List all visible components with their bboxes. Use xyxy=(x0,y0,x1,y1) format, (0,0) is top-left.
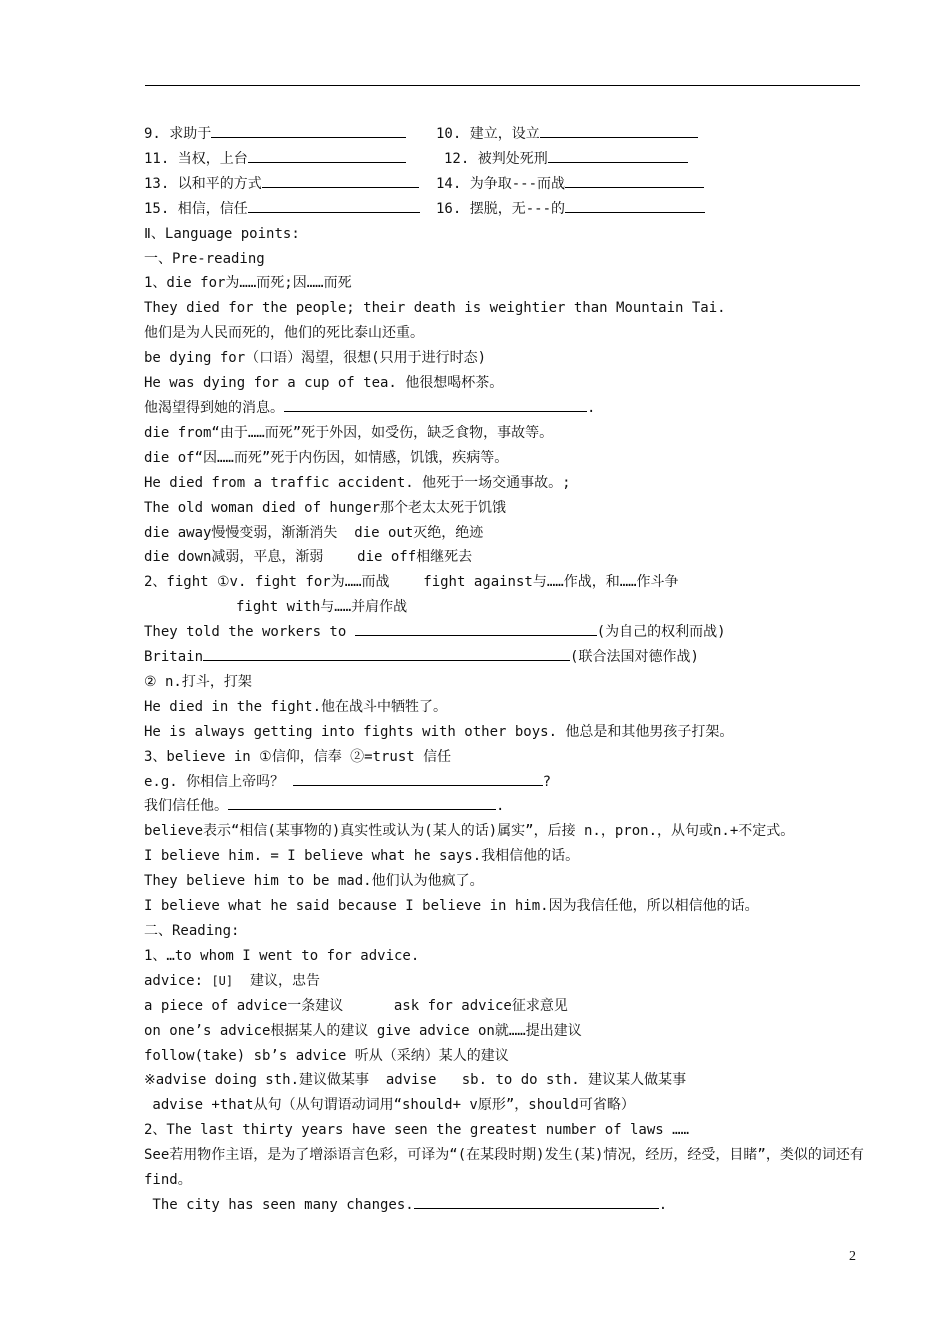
subsection-heading: 二、Reading: xyxy=(144,923,240,939)
punctuation: ? xyxy=(542,773,552,790)
usage-note: believe表示“相信(某事物的)真实性或认为(某人的话)属实”，后接 n.，pron.，从句或n.+不定式。 xyxy=(144,823,795,840)
example-text: He died in the fight.他在战斗中牺牲了。 xyxy=(144,698,448,715)
exercise-prompt: The city has seen many changes. xyxy=(144,1196,414,1213)
example-text: advise +that从句（从句谓语动词用“should+ v原形”，should可省略） xyxy=(144,1097,635,1114)
vocab-term: 14. 为争取---而战 xyxy=(436,175,566,192)
example-text: He died from a traffic accident. 他死于一场交通事故。; xyxy=(144,474,571,491)
example-text: die down减弱，平息，渐弱 die off相继死去 xyxy=(144,549,473,566)
punctuation: . xyxy=(496,798,505,815)
vocab-term: 11. 当权，上台 xyxy=(144,150,248,167)
usage-note: See若用物作主语，是为了增添语言色彩，可译为“(在某段时期)发生(某)情况，经历，经受，目睹”，类似的词还有find。 xyxy=(144,1147,864,1189)
answer-blank[interactable] xyxy=(203,647,570,661)
example-text: They believe him to be mad.他们认为他疯了。 xyxy=(144,873,484,890)
answer-blank[interactable] xyxy=(540,124,698,138)
answer-blank[interactable] xyxy=(565,199,705,213)
example-text: ② n.打斗，打架 xyxy=(144,673,252,690)
exercise-line xyxy=(144,770,864,795)
answer-blank[interactable] xyxy=(414,1195,659,1209)
exercise-prompt: They told the workers to xyxy=(144,624,355,641)
answer-blank[interactable] xyxy=(548,149,688,163)
answer-blank[interactable] xyxy=(293,772,543,786)
example-text: I believe what he said because I believe in him.因为我信任他，所以相信他的话。 xyxy=(144,898,759,915)
answer-blank[interactable] xyxy=(248,199,420,213)
header-rule xyxy=(145,85,860,86)
example-text: He was dying for a cup of tea. 他很想喝杯茶。 xyxy=(144,375,504,392)
answer-blank[interactable] xyxy=(228,796,496,810)
exercise-prompt: Britain xyxy=(144,649,204,666)
punctuation: . xyxy=(658,1196,668,1213)
exercise-prompt: e.g. 你相信上帝吗？ xyxy=(144,773,293,790)
point-believe: 3、believe in ①信仰，信奉 ②=trust 信任 xyxy=(144,748,452,765)
example-text: The old woman died of hunger那个老太太死于饥饿 xyxy=(144,499,507,516)
answer-blank[interactable] xyxy=(211,124,406,138)
vocab-row xyxy=(144,172,864,197)
answer-blank[interactable] xyxy=(565,174,704,188)
vocab-row xyxy=(144,197,864,222)
example-text: be dying for（口语）渴望，很想(只用于进行时态) xyxy=(144,350,487,367)
example-text: follow(take) sb’s advice 听从（采纳）某人的建议 xyxy=(144,1047,509,1064)
answer-blank[interactable] xyxy=(248,149,406,163)
example-text: a piece of advice一条建议 ask for advice征求意见 xyxy=(144,997,568,1014)
example-text: ※advise doing sth.建议做某事 advise sb. to do sth. 建议某人做某事 xyxy=(144,1072,687,1089)
example-text: die of“因……而死”死于内伤因，如情感，饥饿，疾病等。 xyxy=(144,449,509,466)
vocab-term: 15. 相信，信任 xyxy=(144,200,248,217)
subsection-heading: 一、Pre-reading xyxy=(144,250,265,267)
page-number: 2 xyxy=(849,1249,856,1264)
section-heading: Ⅱ、Language points: xyxy=(144,225,300,242)
point-fight: 2、fight ①v. fight for为……而战 fight against与……作战，和……作斗争 xyxy=(144,574,679,591)
point-die-for: 1、die for为……而死;因……而死 xyxy=(144,275,352,292)
example-text: 他们是为人民而死的，他们的死比泰山还重。 xyxy=(144,325,424,342)
vocab-term: 9. 求助于 xyxy=(144,126,212,142)
term-meaning: 建议，忠告 xyxy=(250,972,320,989)
vocab-row xyxy=(144,122,864,147)
term-label: advice: xyxy=(144,972,204,989)
worksheet-body xyxy=(144,122,864,1218)
exercise-line xyxy=(144,1193,864,1218)
point-advice: 1、…to whom I went to for advice. xyxy=(144,947,420,964)
exercise-hint: (为自己的权利而战) xyxy=(596,624,726,641)
example-text: die away慢慢变弱，渐渐消失 die out灭绝，绝迹 xyxy=(144,524,484,541)
answer-blank[interactable] xyxy=(355,622,597,636)
exercise-line xyxy=(144,794,864,819)
point-see: 2、The last thirty years have seen the greatest number of laws …… xyxy=(144,1122,690,1139)
vocab-row xyxy=(144,147,864,172)
answer-blank[interactable] xyxy=(262,174,419,188)
vocab-term: 10. 建立，设立 xyxy=(436,126,540,142)
punctuation: . xyxy=(587,399,596,416)
example-text: on one’s advice根据某人的建议 give advice on就……提出建议 xyxy=(144,1022,582,1039)
vocab-term: 16. 摆脱，无---的 xyxy=(436,200,566,217)
answer-blank[interactable] xyxy=(284,398,587,412)
exercise-hint: (联合法国对德作战) xyxy=(570,649,699,666)
vocab-term: 13. 以和平的方式 xyxy=(144,175,262,192)
example-text xyxy=(144,969,864,994)
uncountable-mark: [U] xyxy=(211,973,234,988)
exercise-prompt: 他渴望得到她的消息。 xyxy=(144,399,284,416)
example-text: They died for the people; their death is weightier than Mountain Tai. xyxy=(144,300,726,317)
exercise-line xyxy=(144,620,864,645)
example-text: die from“由于……而死”死于外因，如受伤，缺乏食物，事故等。 xyxy=(144,424,554,441)
example-text: fight with与……并肩作战 xyxy=(236,599,408,616)
example-text: He is always getting into fights with other boys. 他总是和其他男孩子打架。 xyxy=(144,723,734,740)
vocab-term: 12. 被判处死刑 xyxy=(444,150,548,167)
exercise-line xyxy=(144,396,864,421)
exercise-line xyxy=(144,645,864,670)
example-text: I believe him. = I believe what he says.我相信他的话。 xyxy=(144,848,580,865)
exercise-prompt: 我们信任他。 xyxy=(144,798,228,815)
